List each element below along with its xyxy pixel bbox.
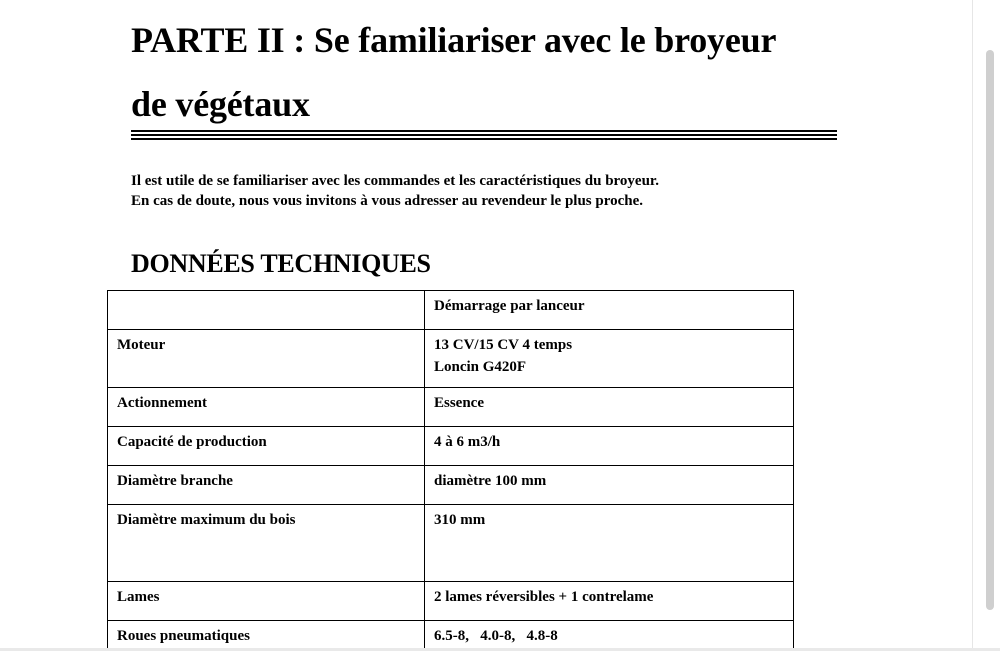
spec-label: Actionnement xyxy=(108,388,425,427)
technical-specs-table xyxy=(107,290,794,651)
spec-label xyxy=(108,291,425,330)
spec-value: 2 lames réversibles + 1 contrelame xyxy=(425,582,794,621)
table-row xyxy=(108,291,794,330)
spec-value: 13 CV/15 CV 4 temps xyxy=(434,337,573,353)
page-title-line-1: PARTE II : Se familiariser avec le broyeur xyxy=(131,20,777,60)
table-row xyxy=(108,330,794,388)
title-triple-rule xyxy=(131,130,837,141)
table-row xyxy=(108,388,794,427)
spec-label: Diamètre branche xyxy=(108,466,425,505)
table-row xyxy=(108,621,794,651)
spec-value-line-2: Loncin G420F xyxy=(434,359,527,375)
spec-label: Lames xyxy=(108,582,425,621)
rule-line xyxy=(131,134,837,136)
spec-value: 310 mm xyxy=(425,505,794,582)
spec-value: Démarrage par lanceur xyxy=(425,291,794,330)
spec-label: Roues pneumatiques xyxy=(108,621,425,651)
spec-label: Moteur xyxy=(108,330,425,388)
rule-line xyxy=(131,130,837,132)
spec-label: Capacité de production xyxy=(108,427,425,466)
table-row xyxy=(108,427,794,466)
spec-value: 4 à 6 m3/h xyxy=(425,427,794,466)
rule-line xyxy=(131,138,837,140)
intro-line-2: En cas de doute, nous vous invitons à vous adresser au revendeur le plus proche. xyxy=(131,193,644,209)
table-row xyxy=(108,466,794,505)
spec-value-cell xyxy=(425,330,794,388)
section-heading-technical-data: DONNÉES TECHNIQUES xyxy=(131,249,431,278)
vertical-scrollbar[interactable] xyxy=(972,0,1000,651)
spec-value: 6.5-8, 4.0-8, 4.8-8 xyxy=(425,621,794,651)
table-row xyxy=(108,505,794,582)
scrollbar-track xyxy=(972,0,973,651)
intro-line-1: Il est utile de se familiariser avec les commandes et les caractéristiques du broyeur. xyxy=(131,173,659,189)
page-title-line-2: de végétaux xyxy=(131,84,310,124)
scrollbar-thumb[interactable] xyxy=(986,50,994,610)
table-row xyxy=(108,582,794,621)
spec-value: Essence xyxy=(425,388,794,427)
intro-paragraph xyxy=(131,171,831,211)
spec-label: Diamètre maximum du bois xyxy=(108,505,425,582)
spec-value: diamètre 100 mm xyxy=(425,466,794,505)
page-title xyxy=(131,8,851,136)
